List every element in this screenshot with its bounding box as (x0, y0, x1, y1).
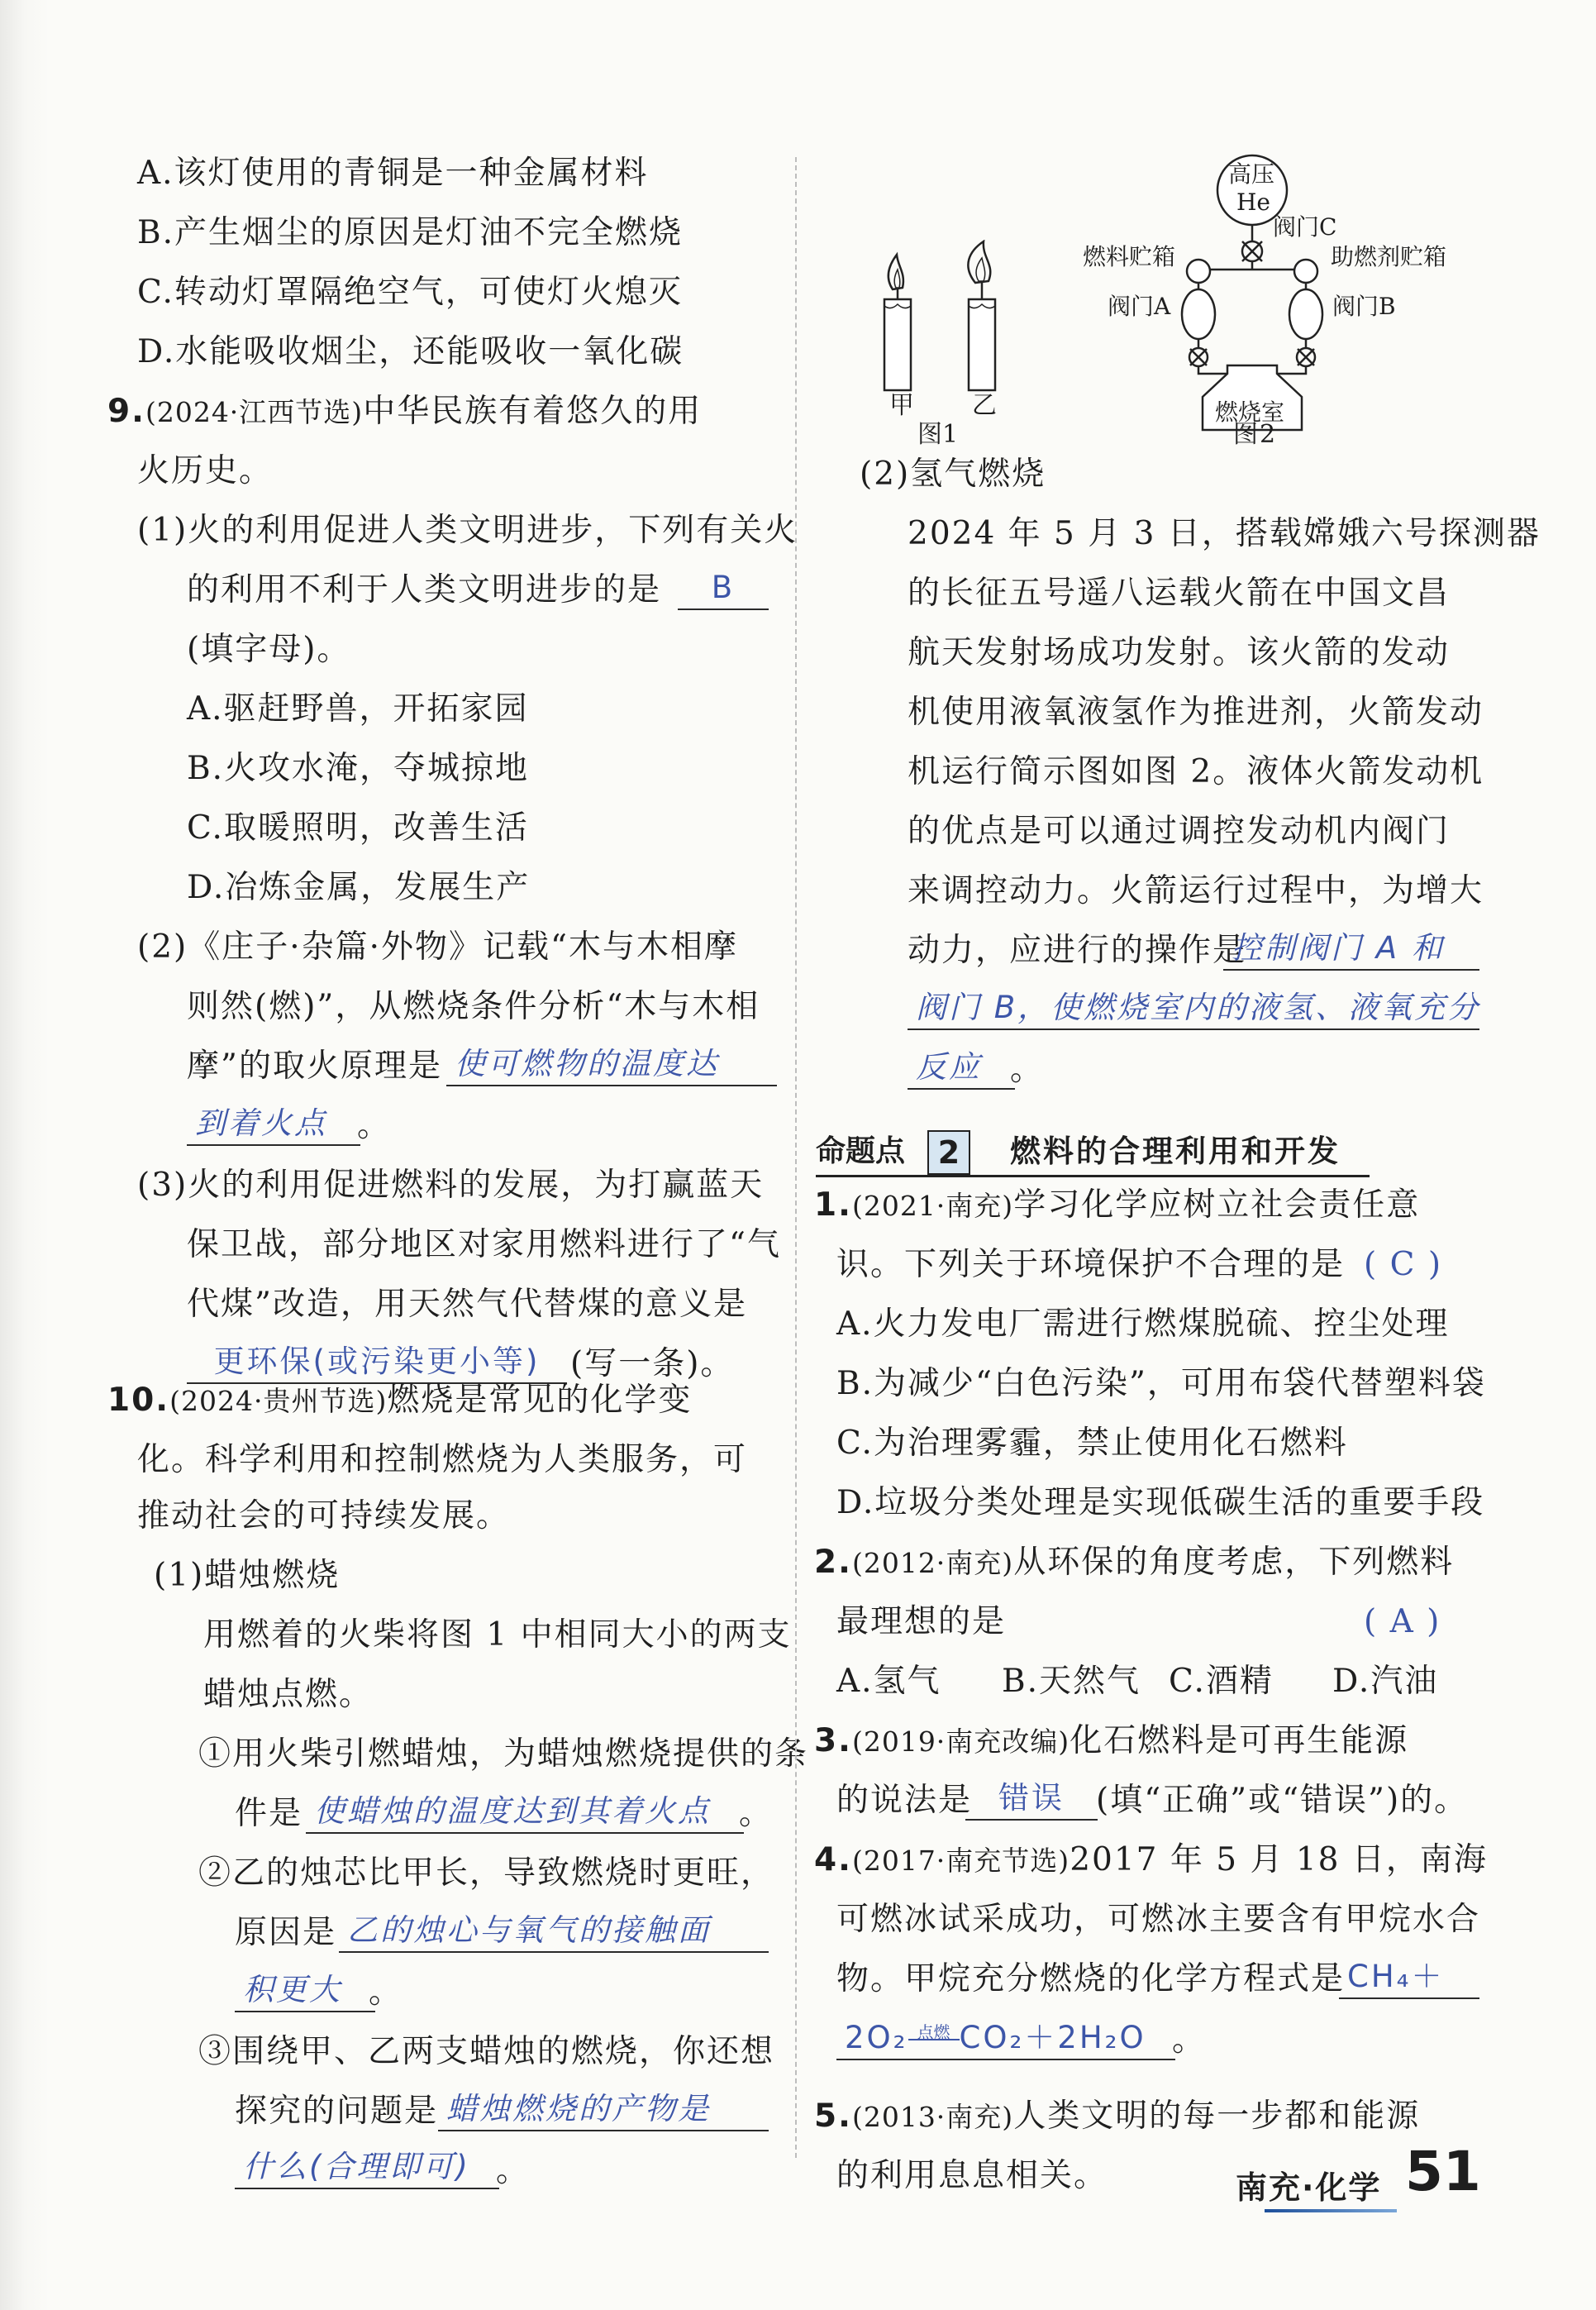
q9-number: 9. (107, 393, 145, 430)
r-q4-ans-condition: 点燃 (908, 2026, 960, 2040)
fig1-caption: 图1 (917, 420, 959, 446)
q10-source: (2024·贵州节选) (169, 1385, 388, 1417)
r-q4-answer-line1: CH₄＋ (1339, 1956, 1479, 1999)
q10-s1-answer: 使蜡烛的温度达到其着火点 (306, 1791, 744, 1834)
candle-jia (884, 255, 911, 390)
q9-source: (2024·江西节选) (145, 396, 364, 428)
r-q1-option-d: D.垃圾分类处理是实现低碳生活的重要手段 (836, 1484, 1485, 1521)
q10-s2-end: 。 (369, 1974, 403, 2011)
r-q4-stem1: 2017 年 5 月 18 日，南海 (1070, 1841, 1488, 1878)
r-q2-option-d: D.汽油 (1332, 1663, 1439, 1700)
q10-p2-answer-line1: 控制阀门 A 和 (1223, 928, 1479, 971)
r-q5-stem-line1 (814, 2095, 1420, 2139)
q9-p2-line2: 则然(燃)”，从燃烧条件分析“木与木相 (187, 988, 760, 1025)
q9-p2-end: 。 (357, 1107, 392, 1144)
q10-p2-line7: 来调控动力。火箭运行过程中，为增大 (908, 872, 1484, 909)
q9-stem-line2: 火历史。 (137, 452, 274, 489)
section-header (816, 1129, 1370, 1177)
r-q2-option-a: A.氢气 (836, 1663, 941, 1700)
fig1-label-yi: 乙 (972, 391, 997, 420)
r-q2-number: 2. (814, 1544, 852, 1581)
r-q3-end: (填“正确”或“错误”)的。 (1096, 1782, 1469, 1819)
q9-p2-answer-line2: 到着火点 (187, 1103, 360, 1146)
q10-s3-line1: ③围绕甲、乙两支蜡烛的燃烧，你还想 (198, 2033, 775, 2070)
valve-b (1297, 339, 1315, 366)
q8-option-b: B.产生烟尘的原因是灯油不完全燃烧 (137, 214, 684, 251)
q10-p2-title: (2)氢气燃烧 (860, 456, 1046, 493)
q10-p2-line5: 机运行简示图如图 2。液体火箭发动机 (908, 753, 1484, 790)
q9-p3-line1: (3)火的利用促进燃料的发展，为打赢蓝天 (137, 1167, 765, 1204)
q8-option-d: D.水能吸收烟尘，还能吸收一氧化碳 (137, 333, 684, 370)
r-q3-answer: 错误 (965, 1778, 1098, 1821)
fig2-valve-a-label: 阀门A (1108, 293, 1171, 320)
q10-p2-answer-line3: 反应 (908, 1047, 1015, 1090)
r-q3-stem-line2: 的说法是 (836, 1782, 973, 1819)
q10-s1-end: 。 (739, 1795, 774, 1832)
r-q1-option-c: C.为治理雾霾，禁止使用化石燃料 (836, 1425, 1348, 1462)
r-q4-stem-line2: 可燃冰试采成功，可燃冰主要含有甲烷水合 (836, 1901, 1481, 1938)
valve-a (1189, 339, 1208, 366)
q10-s2-answer-line2: 积更大 (235, 1969, 375, 2012)
q10-p2-line1: 2024 年 5 月 3 日，搭载嫦娥六号探测器 (908, 515, 1541, 552)
r-q2-stem-line1 (814, 1541, 1454, 1585)
q9-p3-end: (写一条)。 (570, 1345, 735, 1382)
fig2-fuel-tank-label: 燃料贮箱 (1083, 243, 1176, 270)
r-q1-option-b: B.为减少“白色污染”，可用布袋代替塑料袋 (836, 1365, 1486, 1402)
q9-p1-option-a: A.驱赶野兽，开拓家园 (187, 690, 529, 728)
q10-s1-line1: ①用火柴引燃蜡烛，为蜡烛燃烧提供的条 (198, 1735, 809, 1773)
r-q5-stem-line2: 的利用息息相关。 (836, 2157, 1108, 2194)
q8-option-a: A.该灯使用的青铜是一种金属材料 (137, 155, 649, 192)
section-label: 命题点 (816, 1134, 906, 1168)
section-number: 2 (927, 1130, 970, 1175)
q9-p3-line3: 代煤”改造，用天然气代替煤的意义是 (187, 1286, 747, 1323)
q10-p2-line6: 的优点是可以通过调控发动机内阀门 (908, 813, 1451, 850)
r-q2-stem-line2: 最理想的是 (836, 1603, 1007, 1640)
r-q4-end: 。 (1172, 2021, 1207, 2059)
r-q3-number: 3. (814, 1722, 852, 1759)
q10-p2-line8: 动力，应进行的操作是 (908, 932, 1247, 969)
r-q4-number: 4. (814, 1841, 852, 1878)
q10-number: 10. (107, 1382, 170, 1419)
r-q1-number: 1. (814, 1186, 852, 1224)
fig2-oxidizer-tank-label: 助燃剂贮箱 (1331, 243, 1447, 270)
q10-s3-line2: 探究的问题是 (235, 2093, 439, 2130)
q10-s3-end: 。 (496, 2152, 531, 2189)
q10-s2-answer-line1: 乙的烛心与氧气的接触面 (339, 1910, 769, 1953)
q10-p2-line3: 航天发射场成功发射。该火箭的发动 (908, 634, 1451, 671)
r-q2-answer: ( A ) (1364, 1603, 1441, 1640)
q10-p2-line4: 机使用液氧液氢作为推进剂，火箭发动 (908, 694, 1484, 731)
figure-1-candles (860, 240, 1058, 446)
q9-p1-line2: 的利用不利于人类文明进步的是 (187, 571, 662, 609)
q10-s3-answer-line2: 什么(合理即可) (235, 2146, 499, 2189)
r-q1-stem-line1 (814, 1184, 1420, 1228)
fig2-valve-c-label: 阀门C (1273, 213, 1337, 241)
q9-stem1: 中华民族有着悠久的用 (363, 393, 703, 430)
r-q1-answer: ( C ) (1364, 1246, 1443, 1283)
fig2-valve-b-label: 阀门B (1332, 293, 1396, 320)
q10-stem-line3: 推动社会的可持续发展。 (137, 1497, 511, 1534)
q9-p2-line3: 摩”的取火原理是 (187, 1048, 442, 1085)
valve-c (1242, 241, 1262, 261)
q10-s2-line1: ②乙的烛芯比甲长，导致燃烧时更旺， (198, 1854, 775, 1892)
q9-p2-answer-line1: 使可燃物的温度达 (446, 1043, 777, 1086)
q8-option-c: C.转动灯罩隔绝空气，可使灯火熄灭 (137, 274, 683, 311)
q9-p1-line1: (1)火的利用促进人类文明进步，下列有关火 (137, 512, 798, 549)
r-q4-stem-line1 (814, 1839, 1488, 1883)
q10-s2-line2: 原因是 (235, 1914, 337, 1951)
r-q1-stem-line2: 识。下列关于环境保护不合理的是 (836, 1246, 1346, 1283)
q10-s1-line2: 件是 (235, 1795, 303, 1832)
r-q4-ans-products: CO₂＋2H₂O (959, 2020, 1146, 2055)
q10-p1-title: (1)蜡烛燃烧 (154, 1557, 341, 1594)
page-number: 51 (1405, 2140, 1481, 2203)
r-q1-source: (2021·南充) (851, 1190, 1014, 1222)
q9-p2-line1: (2)《庄子·杂篇·外物》记载“木与木相摩 (137, 928, 738, 966)
fig2-he-label1: 高压 (1228, 160, 1275, 188)
footer-accent-line (1265, 2209, 1397, 2212)
figure-2-rocket-engine (1074, 149, 1504, 446)
q10-p2-end: 。 (1010, 1051, 1045, 1088)
q10-stem1: 燃烧是常见的化学变 (387, 1382, 693, 1419)
r-q4-answer-line2 (836, 2017, 1175, 2060)
q9-stem-line1 (107, 390, 702, 434)
footer-subject: 南充·化学 (1236, 2169, 1382, 2206)
q9-p1-option-b: B.火攻水淹，夺城掠地 (187, 750, 530, 787)
section-title: 燃料的合理利用和开发 (1010, 1134, 1341, 1169)
fig1-label-jia: 甲 (889, 391, 914, 420)
q10-p2-line2: 的长征五号遥八运载火箭在中国文昌 (908, 575, 1451, 612)
q9-p1-option-c: C.取暖照明，改善生活 (187, 809, 529, 847)
r-q3-stem-line1 (814, 1720, 1408, 1764)
fuel-tank-shape (1182, 289, 1215, 339)
r-q5-stem1: 人类文明的每一步都和能源 (1013, 2098, 1421, 2135)
r-q2-option-b: B.天然气 (1002, 1663, 1141, 1700)
r-q2-source: (2012·南充) (851, 1547, 1014, 1579)
r-q2-stem1: 从环保的角度考虑，下列燃料 (1013, 1544, 1455, 1581)
q9-p1-answer: B (678, 567, 769, 610)
r-q1-stem1: 学习化学应树立社会责任意 (1013, 1186, 1421, 1224)
r-q4-source: (2017·南充节选) (851, 1845, 1070, 1877)
r-q1-option-a: A.火力发电厂需进行燃煤脱硫、控尘处理 (836, 1305, 1450, 1343)
fig2-he-label2: He (1236, 189, 1270, 216)
candle-yi (968, 241, 995, 390)
q9-p1-line3: (填字母)。 (187, 631, 351, 668)
column-divider (795, 157, 797, 2158)
fig2-chamber-label: 燃烧室 (1215, 399, 1285, 426)
q9-p1-option-d: D.冶炼金属，发展生产 (187, 869, 531, 906)
r-q3-stem1: 化石燃料是可再生能源 (1070, 1722, 1409, 1759)
q10-p1-line2: 蜡烛点燃。 (203, 1676, 374, 1713)
q9-p3-answer: 更环保(或污染更小等) (187, 1341, 567, 1384)
r-q5-source: (2013·南充) (851, 2101, 1014, 2133)
r-q3-source: (2019·南充改编) (851, 1725, 1070, 1758)
r-q2-option-c: C.酒精 (1169, 1663, 1274, 1700)
q10-p2-answer-line2: 阀门 B，使燃烧室内的液氢、液氧充分 (908, 987, 1479, 1030)
q9-p3-line2: 保卫战，部分地区对家用燃料进行了“气 (187, 1226, 781, 1263)
oxidizer-tank-shape (1289, 289, 1322, 339)
r-q4-ans-2o2: 2O₂ (845, 2020, 908, 2055)
fig2-caption: 图2 (1233, 420, 1278, 449)
r-q5-number: 5. (814, 2098, 852, 2135)
q10-p1-line1: 用燃着的火柴将图 1 中相同大小的两支 (203, 1616, 792, 1654)
q10-stem-line2: 化。科学利用和控制燃烧为人类服务，可 (137, 1441, 748, 1478)
q10-s3-answer-line1: 蜡烛燃烧的产物是 (438, 2088, 769, 2131)
r-q4-stem-line3: 物。甲烷充分燃烧的化学方程式是 (836, 1960, 1346, 1997)
q10-stem-line1 (107, 1379, 692, 1423)
